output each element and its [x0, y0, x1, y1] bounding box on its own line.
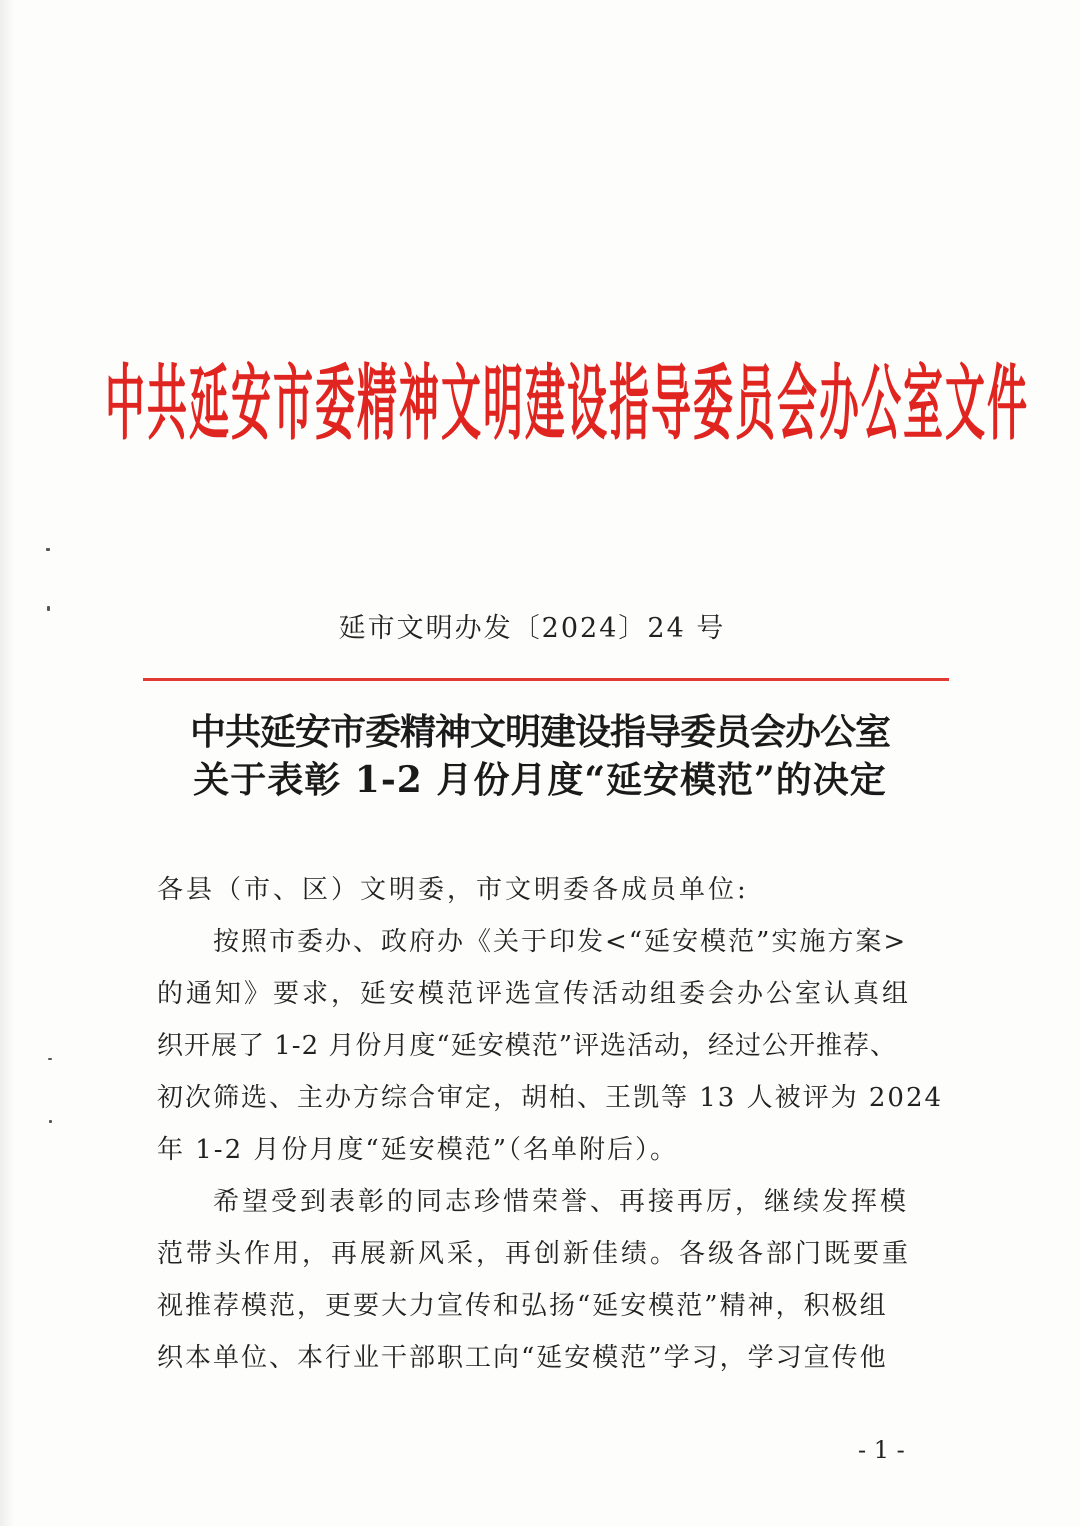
red-masthead: 中共延安市委精神文明建设指导委员会办公室文件: [105, 357, 1029, 453]
paragraph-1-line: 的通知》要求，延安模范评选宣传活动组委会办公室认真组: [157, 979, 912, 1009]
paragraph-2-line: 视推荐模范，更要大力宣传和弘扬“延安模范”精神，积极组: [157, 1291, 888, 1321]
red-divider-line: [143, 678, 949, 681]
scan-edge-shadow: [0, 0, 14, 1526]
document-title-line-2: 关于表彰 1-2 月份月度“延安模范”的决定: [193, 759, 887, 801]
page-number: - 1 -: [858, 1436, 905, 1464]
scan-speck: [48, 1058, 52, 1060]
paragraph-2-line: 织本单位、本行业干部职工向“延安模范”学习，学习宣传他: [157, 1343, 888, 1373]
paragraph-1-line: 年 1-2 月份月度“延安模范”（名单附后）。: [157, 1135, 678, 1165]
scan-speck: [49, 1120, 52, 1123]
document-number: 延市文明办发〔2024〕24 号: [338, 613, 726, 644]
document-title-line-1: 中共延安市委精神文明建设指导委员会办公室: [189, 711, 890, 753]
paragraph-1-line: 按照市委办、政府办《关于印发<“延安模范”实施方案>: [213, 927, 908, 957]
paragraph-2-line: 范带头作用，再展新风采，再创新佳绩。各级各部门既要重: [157, 1239, 912, 1269]
scan-speck: [46, 548, 50, 551]
paragraph-1-line: 织开展了 1-2 月份月度“延安模范”评选活动，经过公开推荐、: [157, 1031, 897, 1061]
paragraph-2-line: 希望受到表彰的同志珍惜荣誉、再接再厉，继续发挥模: [213, 1187, 910, 1217]
paragraph-1-line: 初次筛选、主办方综合审定，胡柏、王凯等 13 人被评为 2024: [157, 1083, 944, 1113]
salutation: 各县（市、区）文明委，市文明委各成员单位:: [157, 875, 749, 905]
